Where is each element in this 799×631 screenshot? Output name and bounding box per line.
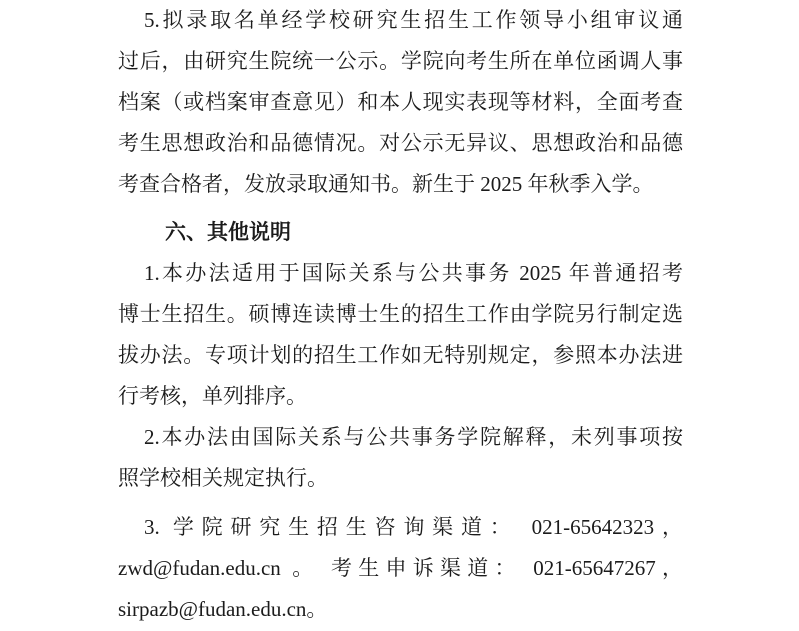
paragraph-5-line-2: 过后，由研究生院统一公示。学院向考生所在单位函调人事 — [118, 49, 683, 73]
item-1-line-3: 拔办法。专项计划的招生工作如无特别规定，参照本办法进 — [118, 343, 683, 367]
section-heading: 六、其他说明 — [165, 221, 291, 244]
item-3-line-2-contact-email: zwd@fudan.edu.cn 。 考生申诉渠道： 021-65647267， — [118, 556, 683, 580]
paragraph-5-line-3: 档案（或档案审查意见）和本人现实表现等材料，全面考查 — [118, 90, 683, 114]
item-1-line-4: 行考核，单列排序。 — [118, 384, 307, 408]
item-1-line-2: 博士生招生。硕博连读博士生的招生工作由学院另行制定选 — [118, 302, 683, 326]
paragraph-5-line-5: 考查合格者，发放录取通知书。新生于 2025 年秋季入学。 — [118, 172, 654, 196]
item-2-line-1: 2.本办法由国际关系与公共事务学院解释，未列事项按 — [144, 425, 683, 449]
paragraph-5-line-1: 5.拟录取名单经学校研究生招生工作领导小组审议通 — [144, 8, 683, 32]
item-1-line-1: 1.本办法适用于国际关系与公共事务 2025 年普通招考 — [144, 261, 683, 285]
item-2-line-2: 照学校相关规定执行。 — [118, 466, 328, 490]
document-text-block — [118, 0, 683, 630]
item-3-line-1-contact-phone: 3. 学院研究生招生咨询渠道： 021-65642323， — [144, 515, 683, 539]
paragraph-5-line-4: 考生思想政治和品德情况。对公示无异议、思想政治和品德 — [118, 131, 683, 155]
item-3-line-3-appeal-email: sirpazb@fudan.edu.cn。 — [118, 597, 328, 621]
